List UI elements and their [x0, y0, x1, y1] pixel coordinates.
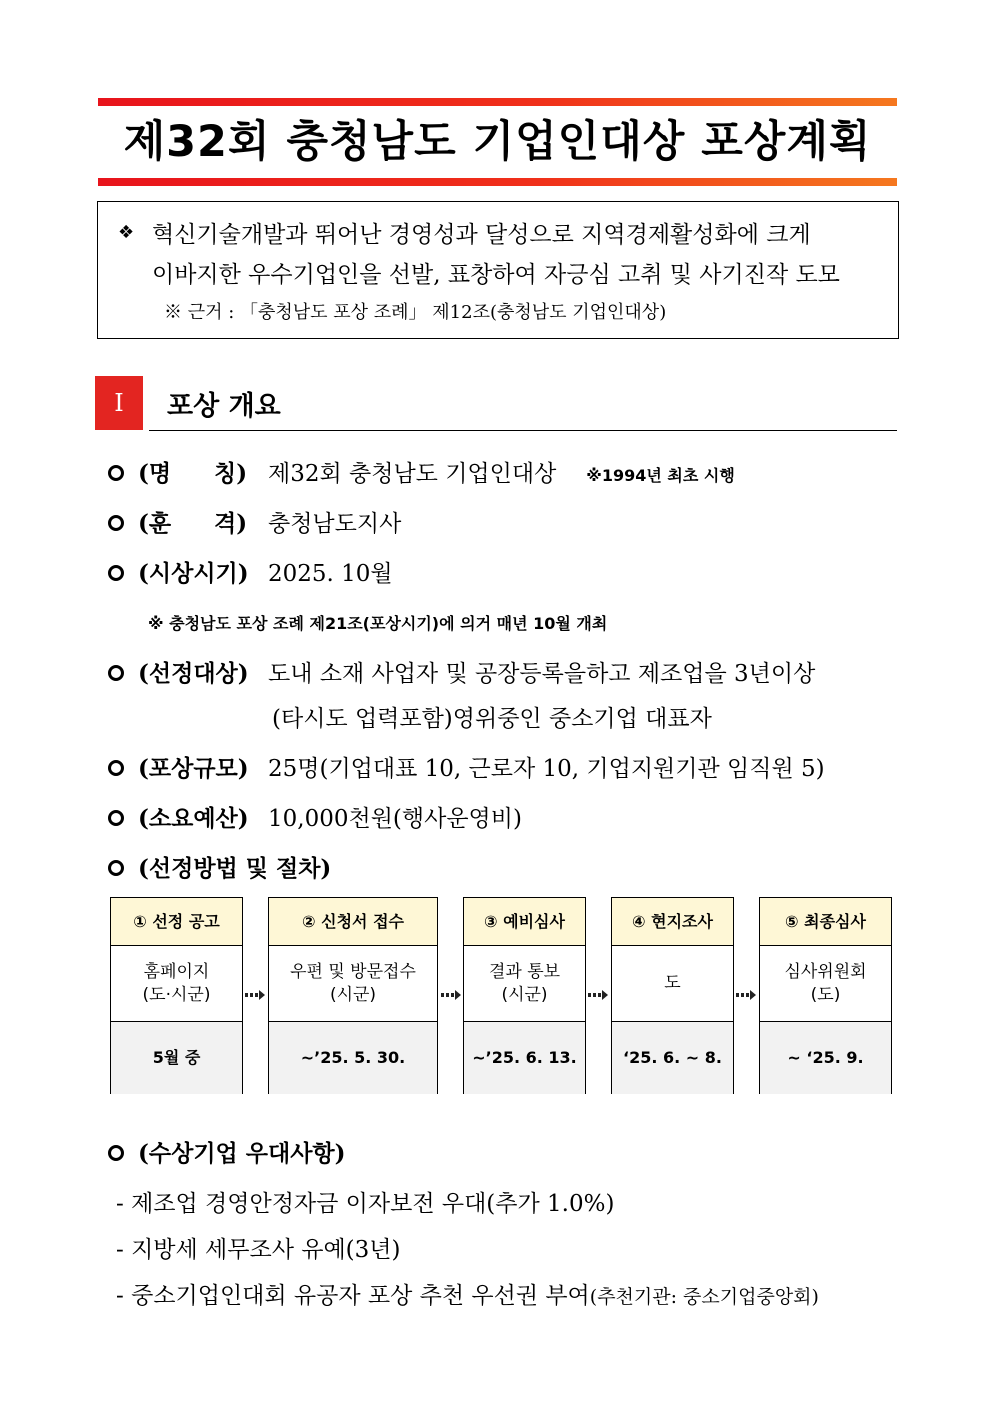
- process-step-5: [759, 897, 892, 1094]
- item-award: [108, 505, 401, 538]
- purpose-basis: ※ 근거 : 「충청남도 포상 조례」 제12조(충청남도 기업인대상): [164, 302, 667, 323]
- process-step-2: [268, 897, 438, 1094]
- benefit-item: - 중소기업인대회 유공자 포상 추천 우선권 부여(추천기관: 중소기업중앙회): [116, 1283, 819, 1309]
- step-body: 우편 및 방문접수 (시군): [269, 946, 437, 1022]
- arrow-right-icon: [441, 989, 461, 1001]
- item-name-note: ※1994년 최초 시행: [586, 466, 735, 485]
- section-header: [95, 376, 897, 432]
- step-head: ④ 현지조사: [612, 898, 733, 946]
- item-process: [108, 850, 331, 883]
- diamond-bullet-icon: ❖: [118, 222, 135, 243]
- process-step-4: [611, 897, 734, 1094]
- item-process-label: (선정방법 및 절차): [138, 855, 332, 882]
- circle-bullet-icon: [108, 465, 124, 481]
- item-timing: [108, 555, 393, 588]
- step-date: 5월 중: [111, 1022, 242, 1094]
- process-step-3: [463, 897, 586, 1094]
- title-top-bar: [98, 98, 897, 106]
- section-number: Ⅰ: [95, 376, 143, 430]
- section-divider: [149, 430, 897, 431]
- item-name-value: 제32회 충청남도 기업인대상: [268, 461, 557, 487]
- step-body: 심사위원회 (도): [760, 946, 891, 1022]
- step-body: 결과 통보 (시군): [464, 946, 585, 1022]
- step-head: ② 신청서 접수: [269, 898, 437, 946]
- item-target-value-cont: (타시도 업력포함)영위중인 중소기업 대표자: [272, 706, 712, 732]
- benefit-item: - 제조업 경영안정자금 이자보전 우대(추가 1.0%): [116, 1191, 615, 1217]
- page-title: 제32회 충청남도 기업인대상 포상계획: [123, 117, 872, 167]
- step-date: ~’25. 5. 30.: [269, 1022, 437, 1094]
- purpose-box: [97, 201, 899, 339]
- arrow-right-icon: [588, 989, 608, 1001]
- item-target-label: (선정대상): [138, 660, 249, 687]
- circle-bullet-icon: [108, 810, 124, 826]
- item-budget-label: (소요예산): [138, 805, 249, 832]
- circle-bullet-icon: [108, 1145, 124, 1161]
- arrow-right-icon: [245, 989, 265, 1001]
- step-date: ~’25. 6. 13.: [464, 1022, 585, 1094]
- step-head: ① 선정 공고: [111, 898, 242, 946]
- circle-bullet-icon: [108, 760, 124, 776]
- item-budget-value: 10,000천원(행사운영비): [268, 806, 522, 832]
- step-date: ‘25. 6. ~ 8.: [612, 1022, 733, 1094]
- circle-bullet-icon: [108, 665, 124, 681]
- item-timing-label: (시상시기): [138, 560, 249, 587]
- item-benefits-label: (수상기업 우대사항): [138, 1140, 346, 1167]
- step-body: 도: [612, 946, 733, 1022]
- title-banner: [98, 98, 897, 186]
- arrow-right-icon: [736, 989, 756, 1001]
- step-date: ~ ‘25. 9.: [760, 1022, 891, 1094]
- timing-note: ※ 충청남도 포상 조례 제21조(포상시기)에 의거 매년 10월 개최: [148, 614, 608, 633]
- step-head: ⑤ 최종심사: [760, 898, 891, 946]
- purpose-line-1: 혁신기술개발과 뛰어난 경영성과 달성으로 지역경제활성화에 크게: [152, 222, 811, 248]
- circle-bullet-icon: [108, 515, 124, 531]
- item-name: [108, 455, 735, 488]
- circle-bullet-icon: [108, 565, 124, 581]
- step-head: ③ 예비심사: [464, 898, 585, 946]
- section-title: 포상 개요: [167, 391, 281, 422]
- item-scale: [108, 750, 825, 783]
- item-scale-value: 25명(기업대표 10, 근로자 10, 기업지원기관 임직원 5): [268, 756, 825, 782]
- item-target-value: 도내 소재 사업자 및 공장등록을하고 제조업을 3년이상: [268, 661, 816, 687]
- process-step-1: [110, 897, 243, 1094]
- item-award-value: 충청남도지사: [268, 511, 402, 537]
- item-timing-value: 2025. 10월: [268, 561, 393, 587]
- item-target: [108, 655, 815, 688]
- item-benefits: [108, 1135, 346, 1168]
- step-body: 홈페이지 (도·시군): [111, 946, 242, 1022]
- item-award-label: (훈 격): [138, 510, 248, 537]
- item-name-label: (명 칭): [138, 460, 248, 487]
- circle-bullet-icon: [108, 860, 124, 876]
- benefit-item: - 지방세 세무조사 유예(3년): [116, 1237, 401, 1263]
- purpose-line-2: 이바지한 우수기업인을 선발, 표창하여 자긍심 고취 및 사기진작 도모: [152, 262, 840, 288]
- item-scale-label: (포상규모): [138, 755, 249, 782]
- title-bottom-bar: [98, 178, 897, 186]
- item-budget: [108, 800, 522, 833]
